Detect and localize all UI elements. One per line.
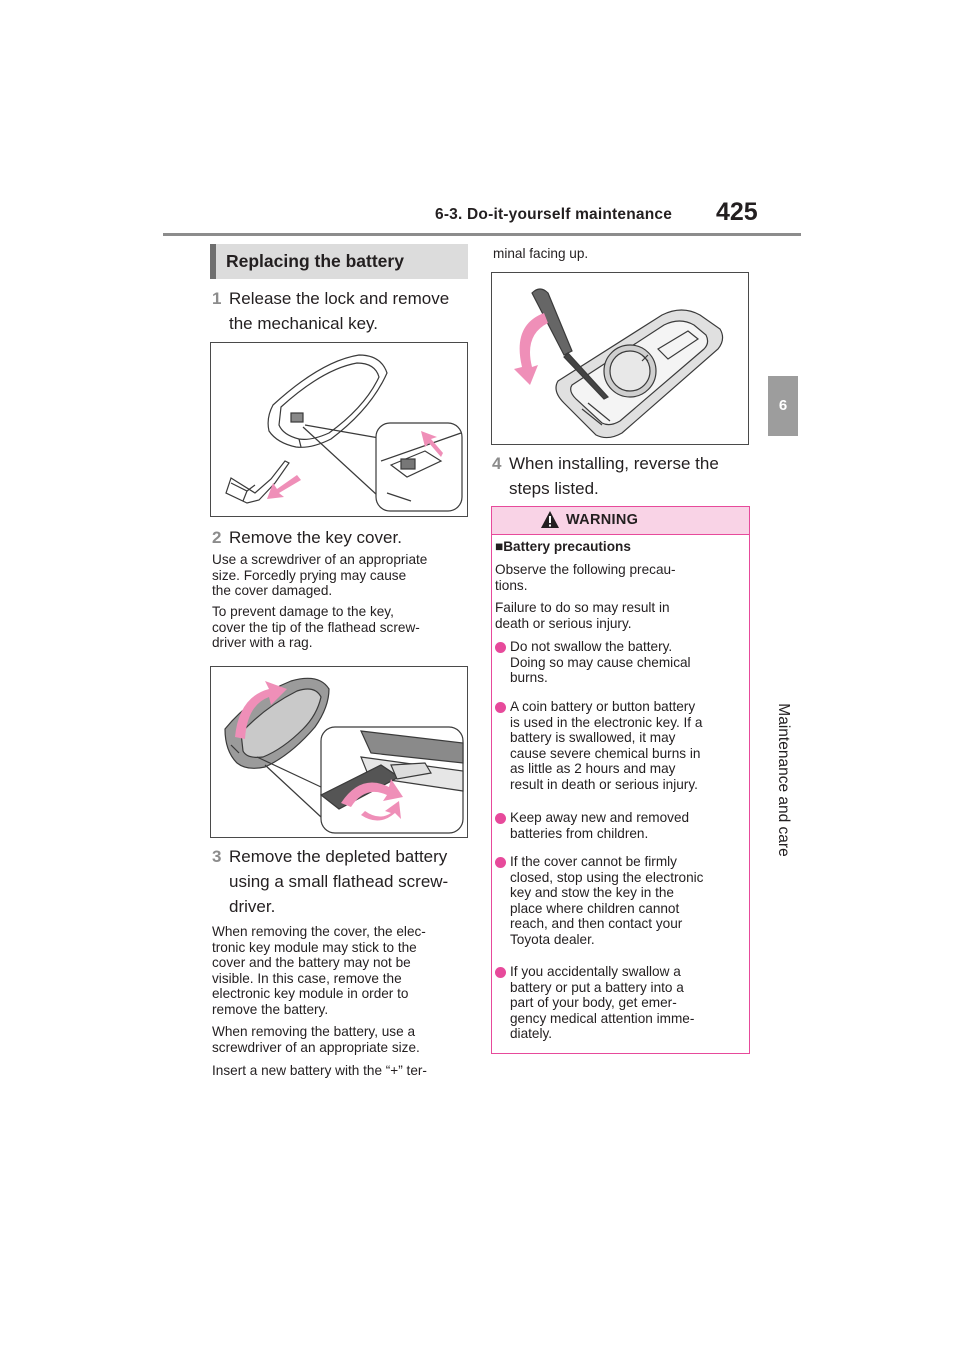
note-step3-para2 (212, 1024, 420, 1055)
step-number: 4 (492, 454, 502, 473)
figure-release-key (210, 342, 468, 517)
step-4 (492, 451, 754, 501)
step-number: 3 (212, 847, 222, 866)
section-header: 6-3. Do-it-yourself maintenance (435, 206, 673, 223)
warning-line: result in death or serious injury. (510, 776, 698, 792)
remove-battery-illustration (492, 273, 748, 444)
warning-header (492, 507, 749, 535)
note-line: Use a screwdriver of an appropriate (212, 552, 428, 567)
step-line: using a small flathead screw- (229, 872, 449, 891)
note-line: To prevent damage to the key, (212, 604, 394, 619)
warning-line: gency medical attention imme- (510, 1010, 695, 1026)
warning-bullet-1 (510, 639, 691, 686)
warning-line: batteries from children. (510, 825, 649, 841)
arrow-icon (514, 313, 548, 385)
step-line: the mechanical key. (229, 314, 378, 333)
note-line: Insert a new battery with the “+” ter- (212, 1063, 427, 1078)
warning-line: diately. (510, 1026, 553, 1041)
warning-line: Toyota dealer. (510, 931, 595, 947)
warning-line: A coin battery or button battery (510, 699, 696, 714)
warning-line: key and stow the key in the (510, 885, 674, 900)
warning-line: Failure to do so may result in (495, 600, 670, 615)
warning-line: Doing so may cause chemical (510, 654, 691, 670)
figure-remove-cover (210, 666, 468, 838)
note-line: When removing the battery, use a (212, 1024, 416, 1039)
section-heading (210, 244, 468, 279)
section-heading-text: Replacing the battery (226, 251, 404, 271)
step-number: 1 (212, 289, 222, 308)
warning-line: as little as 2 hours and may (510, 761, 676, 776)
warning-line: battery or put a battery into a (510, 979, 684, 995)
warning-line: is used in the electronic key. If a (510, 714, 703, 730)
warning-line: Keep away new and removed (510, 810, 690, 825)
note-line: tronic key module may stick to the (212, 939, 417, 955)
warning-line: part of your body, get emer- (510, 995, 677, 1010)
bullet-icon (495, 642, 506, 653)
note-line: size. Forcedly prying may cause (212, 567, 407, 583)
step-line: When installing, reverse the (509, 454, 719, 473)
page-number: 425 (716, 198, 758, 226)
note-line: minal facing up. (493, 246, 589, 261)
note-line: the cover damaged. (212, 583, 333, 598)
warning-bullet-3 (510, 810, 689, 841)
warning-line: place where children cannot (510, 900, 680, 916)
bullet-icon (495, 702, 506, 713)
step-1 (212, 286, 472, 336)
step-line: Remove the depleted battery (229, 847, 448, 866)
step-line: driver. (229, 897, 276, 916)
step-line: Release the lock and remove (229, 289, 450, 308)
note-line: visible. In this case, remove the (212, 970, 402, 986)
step-number: 2 (212, 528, 222, 547)
warning-bullet-2 (510, 699, 702, 792)
warning-line: closed, stop using the electronic (510, 869, 704, 885)
note-step3-para3-continued (493, 246, 588, 262)
warning-line: reach, and then contact your (510, 916, 683, 931)
warning-title: WARNING (566, 512, 639, 528)
warning-line: death or serious injury. (495, 615, 632, 631)
note-step2-para1 (212, 552, 427, 599)
note-line: electronic key module in order to (212, 986, 409, 1001)
warning-bullet-4 (510, 854, 703, 947)
note-line: cover the tip of the flathead screw- (212, 619, 420, 635)
key-release-illustration (211, 343, 467, 516)
bullet-icon (495, 813, 506, 824)
bullet-icon (495, 857, 506, 868)
warning-line: If the cover cannot be firmly (510, 854, 677, 869)
warning-intro-1 (495, 562, 676, 593)
step-line: Remove the key cover. (229, 528, 402, 547)
warning-line: tions. (495, 577, 528, 593)
warning-line: If you accidentally swallow a (510, 964, 681, 979)
warning-bullet-5 (510, 964, 694, 1042)
warning-line: battery is swallowed, it may (510, 730, 676, 745)
bullet-icon (495, 967, 506, 978)
chapter-number: 6 (778, 397, 788, 414)
note-step3-para3 (212, 1063, 427, 1079)
note-line: cover and the battery may not be (212, 955, 411, 970)
warning-triangle-icon (540, 510, 560, 530)
note-line: When removing the cover, the elec- (212, 924, 426, 939)
warning-intro-2 (495, 600, 670, 631)
warning-box (491, 506, 750, 1054)
step-line: steps listed. (509, 479, 599, 498)
section-heading-bar (210, 244, 216, 279)
chapter-tab (768, 376, 798, 436)
note-line: remove the battery. (212, 1001, 329, 1017)
remove-cover-illustration (211, 667, 467, 837)
note-step2-para2 (212, 604, 420, 651)
warning-heading: ■Battery precautions (495, 539, 631, 554)
note-step3-para1 (212, 924, 426, 1017)
warning-line: Observe the following precau- (495, 562, 676, 577)
header-rule (163, 233, 801, 236)
figure-remove-battery (491, 272, 749, 445)
warning-line: cause severe chemical burns in (510, 745, 701, 761)
step-3 (212, 844, 472, 919)
note-line: screwdriver of an appropriate size. (212, 1039, 420, 1055)
warning-line: burns. (510, 670, 548, 685)
chapter-label: Maintenance and care (775, 703, 792, 857)
warning-line: Do not swallow the battery. (510, 639, 673, 654)
step-2 (212, 525, 472, 550)
note-line: driver with a rag. (212, 635, 313, 650)
